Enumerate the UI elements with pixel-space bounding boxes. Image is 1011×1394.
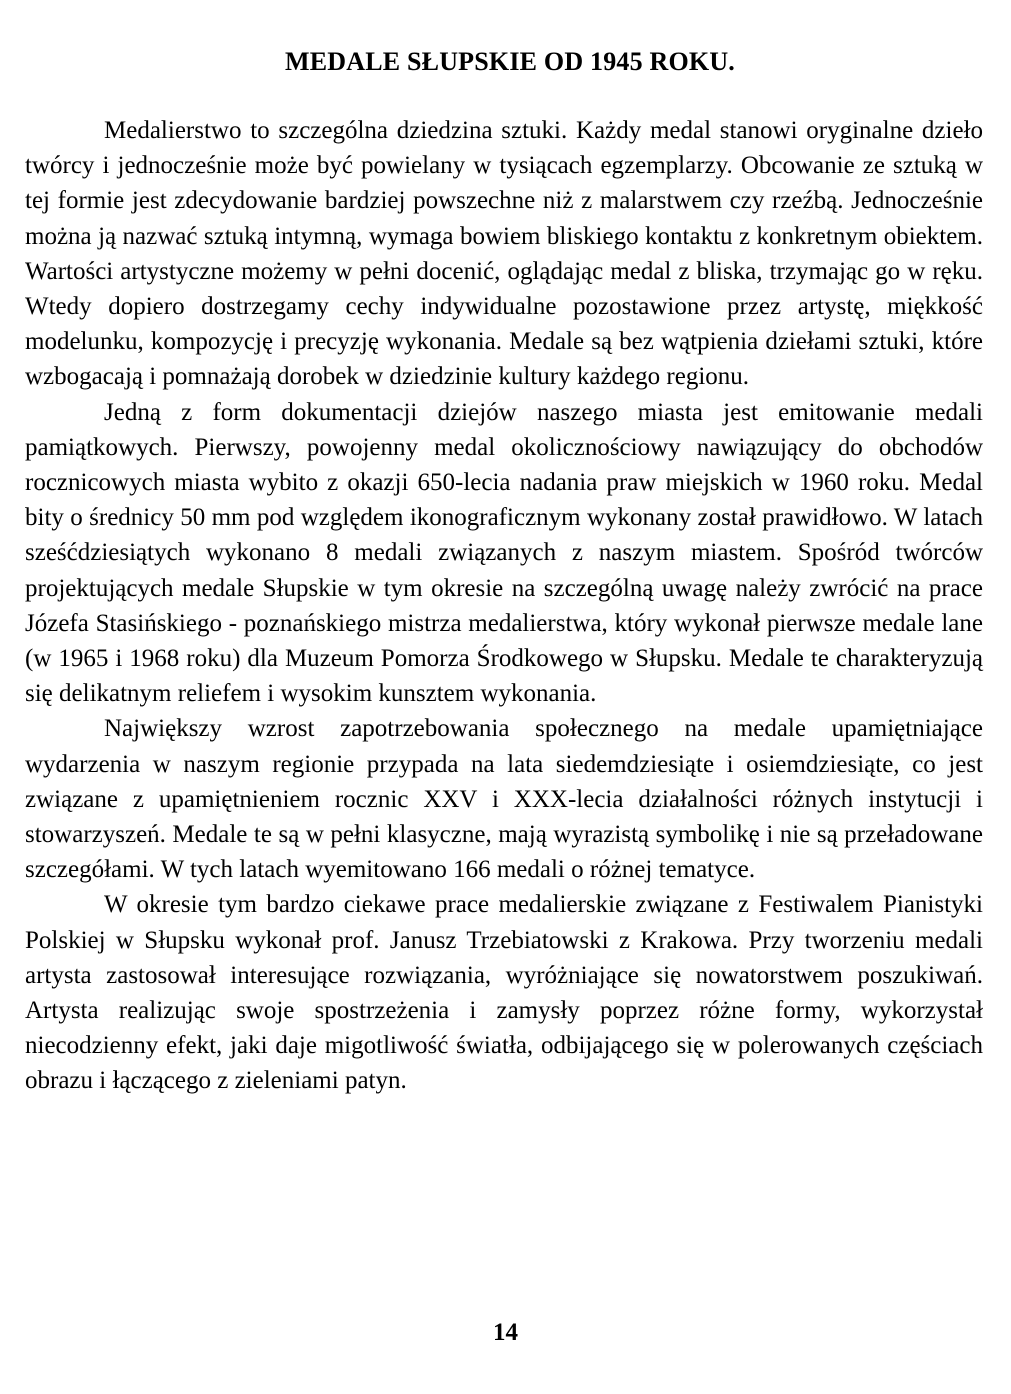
document-page — [25, 46, 983, 1099]
paragraph-4: W okresie tym bardzo ciekawe prace medalierskie związane z Festiwalem Pianistyki Polskiej w Słupsku wykonał prof. Janusz Trzebiatowski z Krakowa. Przy tworzeniu medali artysta zastosował interesujące rozwiązania, wyróżniające się nowatorstwem poszukiwań. Artysta realizując swoje spostrzeżenia i zamysły poprzez różne formy, wykorzystał niecodzienny efekt, jaki daje migotliwość światła, odbijającego się w polerowanych częściach obrazu i łączącego z zieleniami patyn. — [25, 891, 983, 1095]
paragraph-1: Medalierstwo to szczególna dziedzina sztuki. Każdy medal stanowi oryginalne dzieło twórcy i jednocześnie może być powielany w tysiącach egzemplarzy. Obcowanie ze sztuką w tej formie jest zdecydowanie bardziej powszechne niż z malarstwem czy rzeźbą. Jednocześnie można ją nazwać sztuką intymną, wymaga bowiem bliskiego kontaktu z konkretnym obiektem. Wartości artystyczne możemy w pełni docenić, oglądając medal z bliska, trzymając go w ręku. Wtedy dopiero dostrzegamy cechy indywidualne pozostawione przez artystę, miękkość modelunku, kompozycję i precyzję wykonania. Medale są bez wątpienia dziełami sztuki, które wzbogacają i pomnażają dorobek w dziedzinie kultury każdego regionu. — [25, 117, 983, 391]
document-title: MEDALE SŁUPSKIE OD 1945 ROKU. — [284, 47, 736, 76]
paragraph-2: Jedną z form dokumentacji dziejów naszego miasta jest emitowanie medali pamiątkowych. Pierwszy, powojenny medal okolicznościowy nawiązujący do obchodów rocznicowych miasta wybito z okazji 650-lecia nadania praw miejskich w 1960 roku. Medal bity o średnicy 50 mm pod względem ikonograficznym wykonany został prawidłowo. W latach sześćdziesiątych wykonano 8 medali związanych z naszym miastem. Spośród twórców projektujących medale Słupskie w tym okresie na szczególną uwagę należy zwrócić na prace Józefa Stasińskiego - poznańskiego mistrza medalierstwa, który wykonał pierwsze medale lane (w 1965 i 1968 roku) dla Muzeum Pomorza Środkowego w Słupsku. Medale te charakteryzują się delikatnym reliefem i wysokim kunsztem wykonania. — [25, 398, 983, 708]
paragraph-3: Największy wzrost zapotrzebowania społecznego na medale upamiętniające wydarzenia w naszym regionie przypada na lata siedemdziesiąte i osiemdziesiąte, co jest związane z upamiętnieniem rocznic XXV i XXX-lecia działalności różnych instytucji i stowarzyszeń. Medale te są w pełni klasyczne, mają wyrazistą symbolikę i nie są przeładowane szczegółami. W tych latach wyemitowano 166 medali o różnej tematyce. — [25, 715, 983, 884]
page-number: 14 — [493, 1319, 518, 1346]
